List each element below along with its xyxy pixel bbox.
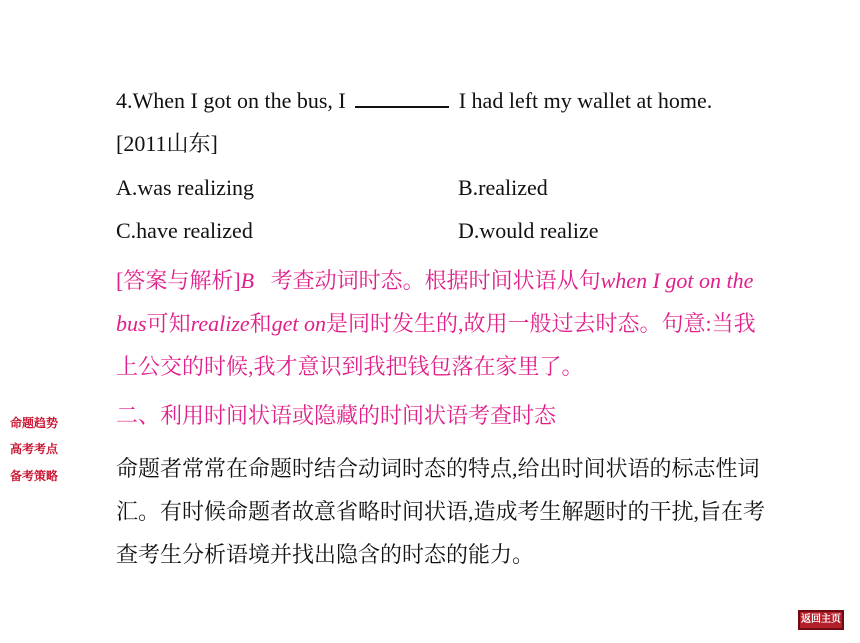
answer-label: [答案与解析] bbox=[116, 268, 241, 293]
answer-line-3: 上公交的时候,我才意识到我把钱包落在家里了。 bbox=[116, 354, 584, 379]
sidebar-item-trend[interactable]: 命题趋势 bbox=[10, 416, 59, 430]
answer-letter: B bbox=[240, 268, 255, 293]
option-c: C.have realized bbox=[116, 218, 253, 243]
section-para-line-2: 汇。有时候命题者故意省略时间状语,造成考生解题时的干扰,旨在考 bbox=[116, 499, 766, 524]
answer-line-2-italic-3: get on bbox=[271, 311, 327, 336]
answer-line-1-italic: when I got on the bbox=[600, 268, 754, 293]
option-d: D.would realize bbox=[458, 218, 599, 243]
section-para-line-3: 查考生分析语境并找出隐含的时态的能力。 bbox=[116, 542, 535, 567]
question-source: [2011山东] bbox=[116, 131, 218, 156]
answer-line-1-text: 考查动词时态。根据时间状语从句 bbox=[270, 268, 601, 293]
option-b: B.realized bbox=[458, 175, 548, 200]
answer-line-1 bbox=[116, 268, 753, 294]
answer-line-2-text-2: 和 bbox=[249, 311, 272, 336]
answer-line-2-italic-1: bus bbox=[116, 311, 147, 336]
answer-blank bbox=[355, 88, 449, 108]
answer-line-2-italic-2: realize bbox=[190, 311, 250, 336]
answer-line-2-text-1: 可知 bbox=[146, 311, 191, 336]
section-para-line-1: 命题者常常在命题时结合动词时态的特点,给出时间状语的标志性词 bbox=[116, 456, 760, 481]
question-stem-before: 4.When I got on the bus, I bbox=[116, 88, 352, 113]
option-a: A.was realizing bbox=[116, 175, 255, 200]
sidebar-item-points[interactable]: 高考考点 bbox=[10, 442, 59, 456]
question-stem bbox=[116, 88, 712, 114]
question-stem-after: I had left my wallet at home. bbox=[453, 88, 713, 113]
sidebar-item-strategy[interactable]: 备考策略 bbox=[10, 469, 59, 483]
home-button[interactable]: 返回主页 bbox=[798, 610, 844, 630]
answer-line-2-text-3: 是同时发生的,故用一般过去时态。句意:当我 bbox=[326, 311, 756, 336]
answer-line-2 bbox=[116, 311, 756, 337]
section-heading: 二、利用时间状语或隐藏的时间状语考查时态 bbox=[116, 403, 557, 428]
